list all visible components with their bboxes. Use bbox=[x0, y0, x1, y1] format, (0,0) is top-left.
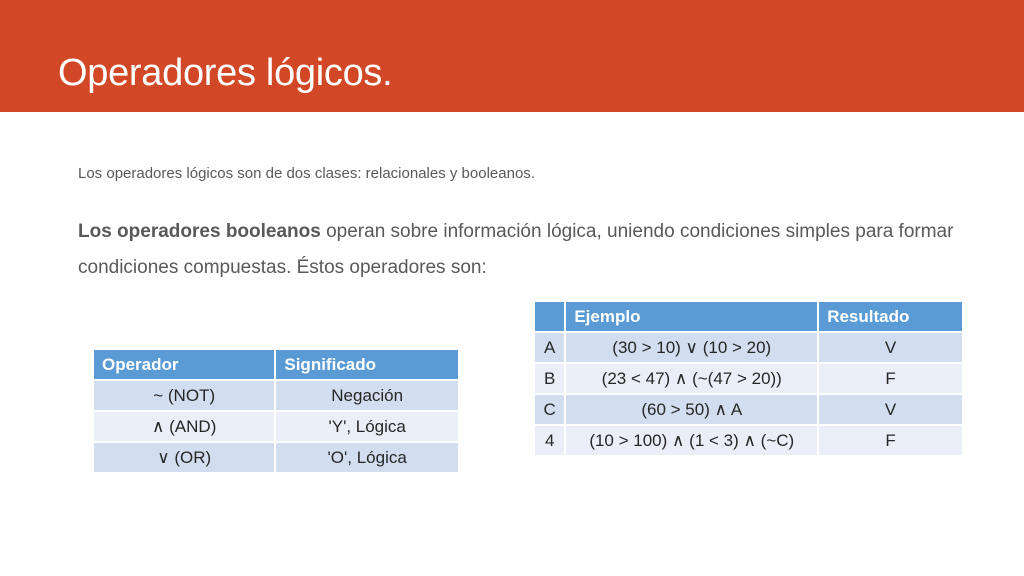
booleans-paragraph-text: operan sobre información lógica, uniendo condiciones simples para formar condiciones compuestas. Éstos operadores son: bbox=[78, 221, 954, 278]
header-significado: Significado bbox=[276, 350, 460, 381]
result-cell: F bbox=[819, 426, 964, 457]
operator-cell: ~ (NOT) bbox=[94, 381, 276, 412]
header-resultado: Resultado bbox=[819, 302, 964, 333]
table-row bbox=[535, 364, 964, 395]
expression-cell: (10 > 100) ∧ (1 < 3) ∧ (~C) bbox=[566, 426, 819, 457]
meaning-cell: 'O', Lógica bbox=[276, 443, 460, 474]
header-blank bbox=[535, 302, 566, 333]
expression-cell: (23 < 47) ∧ (~(47 > 20)) bbox=[566, 364, 819, 395]
expression-cell: (60 > 50) ∧ A bbox=[566, 395, 819, 426]
operator-cell: ∨ (OR) bbox=[94, 443, 276, 474]
meaning-cell: 'Y', Lógica bbox=[276, 412, 460, 443]
table-row bbox=[535, 395, 964, 426]
expression-cell: (30 > 10) ∨ (10 > 20) bbox=[566, 333, 819, 364]
booleans-paragraph-bold: Los operadores booleanos bbox=[78, 221, 321, 242]
booleans-paragraph bbox=[78, 214, 988, 286]
table-row bbox=[535, 333, 964, 364]
label-cell: A bbox=[535, 333, 566, 364]
table-row bbox=[535, 426, 964, 457]
meaning-cell: Negación bbox=[276, 381, 460, 412]
label-cell: C bbox=[535, 395, 566, 426]
result-cell: F bbox=[819, 364, 964, 395]
result-cell: V bbox=[819, 395, 964, 426]
label-cell: B bbox=[535, 364, 566, 395]
operators-table bbox=[94, 350, 460, 474]
operators-table-header bbox=[94, 350, 460, 381]
operator-cell: ∧ (AND) bbox=[94, 412, 276, 443]
result-cell: V bbox=[819, 333, 964, 364]
table-row bbox=[94, 412, 460, 443]
intro-text: Los operadores lógicos son de dos clases: relacionales y booleanos. bbox=[78, 165, 535, 182]
table-row bbox=[94, 381, 460, 412]
examples-table-header bbox=[535, 302, 964, 333]
table-row bbox=[94, 443, 460, 474]
header-operador: Operador bbox=[94, 350, 276, 381]
label-cell: 4 bbox=[535, 426, 566, 457]
examples-table bbox=[535, 302, 964, 457]
slide-title: Operadores lógicos. bbox=[58, 52, 393, 94]
header-ejemplo: Ejemplo bbox=[566, 302, 819, 333]
